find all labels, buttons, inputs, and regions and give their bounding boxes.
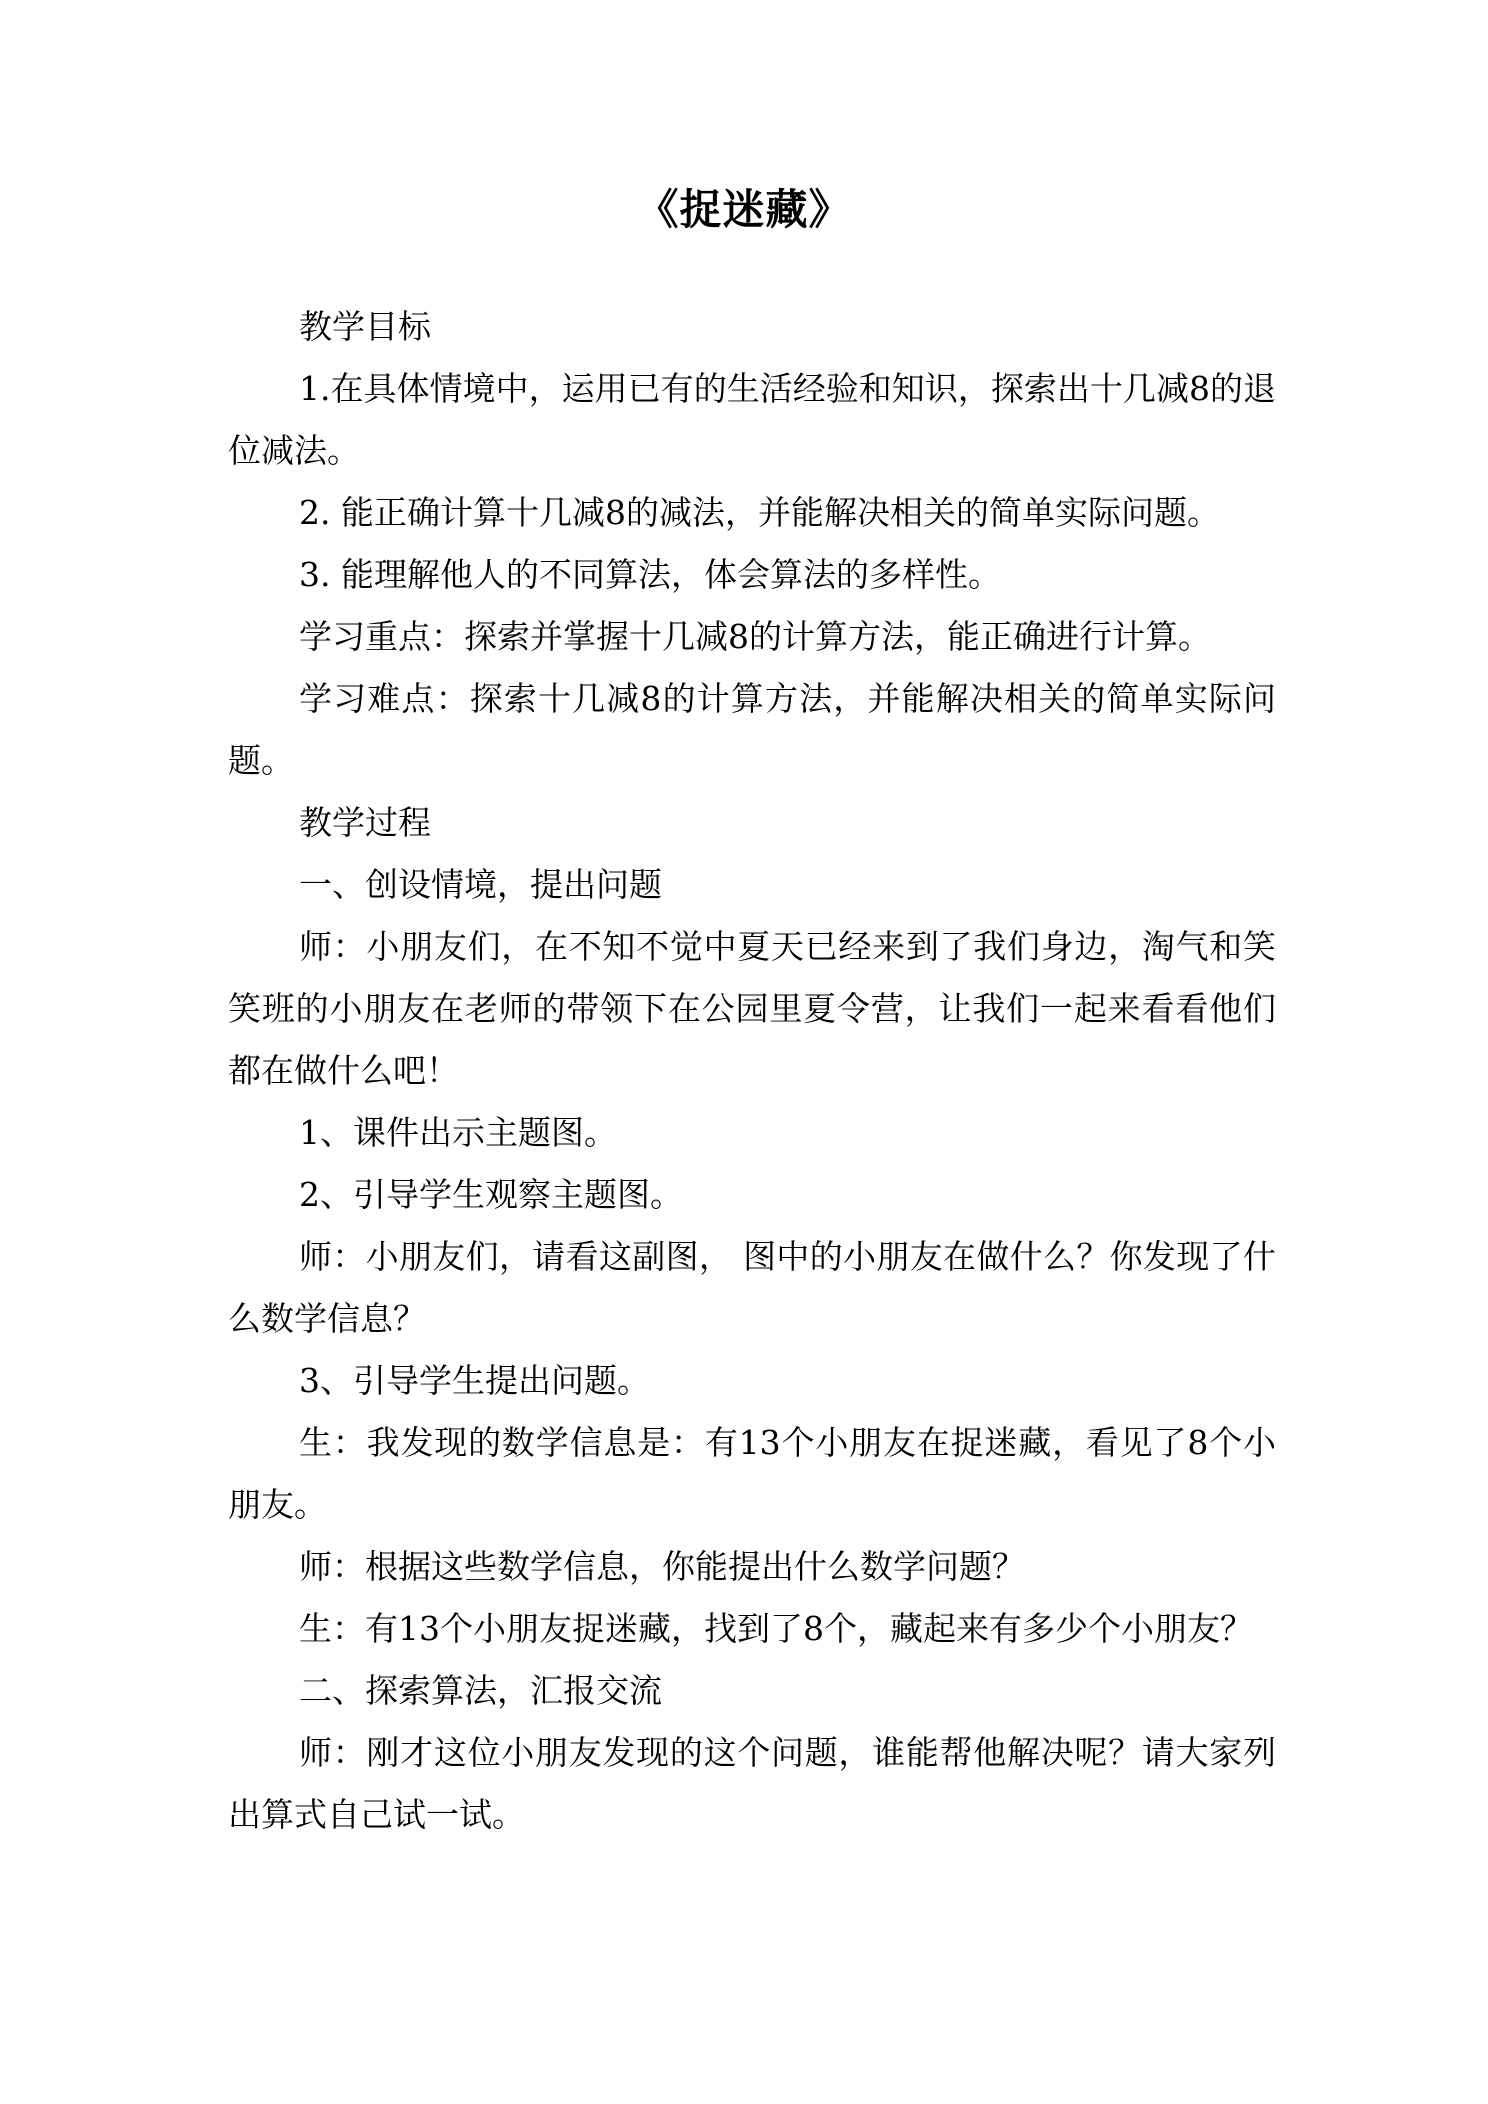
paragraph-student-answer-2: 生：有13个小朋友捉迷藏，找到了8个，藏起来有多少个小朋友？ [299, 1609, 1253, 1648]
paragraph-process-heading: 教学过程 [299, 803, 431, 842]
paragraph-teacher-question-1: 师：小朋友们，请看这副图， 图中的小朋友在做什么？你发现了什么数学信息？ [228, 1237, 1276, 1338]
paragraph-teacher-intro: 师：小朋友们，在不知不觉中夏天已经来到了我们身边，淘气和笑笑班的小朋友在老师的带领下在公园里夏令营，让我们一起来看看他们都在做什么吧！ [228, 927, 1276, 1090]
paragraph-step-1: 1、课件出示主题图。 [299, 1113, 617, 1152]
document-title: 《捉迷藏》 [636, 185, 852, 234]
document-body [228, 296, 1276, 1846]
paragraph-teaching-goals-heading: 教学目标 [299, 307, 431, 346]
paragraph-section-2-heading: 二、探索算法，汇报交流 [299, 1671, 662, 1710]
paragraph-goal-3: 3. 能理解他人的不同算法，体会算法的多样性。 [299, 555, 1001, 594]
paragraph-difficulties: 学习难点：探索十几减8的计算方法，并能解决相关的简单实际问题。 [228, 679, 1276, 780]
paragraph-teacher-question-2: 师：根据这些数学信息，你能提出什么数学问题？ [299, 1547, 1025, 1586]
paragraph-step-2: 2、引导学生观察主题图。 [299, 1175, 683, 1214]
paragraph-student-answer-1: 生：我发现的数学信息是：有13个小朋友在捉迷藏，看见了8个小朋友。 [228, 1423, 1276, 1524]
paragraph-teacher-prompt: 师：刚才这位小朋友发现的这个问题，谁能帮他解决呢？请大家列出算式自己试一试。 [228, 1733, 1276, 1834]
paragraph-step-3: 3、引导学生提出问题。 [299, 1361, 650, 1400]
paragraph-section-1-heading: 一、创设情境，提出问题 [299, 865, 662, 904]
paragraph-key-points: 学习重点：探索并掌握十几减8的计算方法，能正确进行计算。 [299, 617, 1211, 656]
paragraph-goal-1: 1.在具体情境中，运用已有的生活经验和知识，探索出十几减8的退位减法。 [228, 369, 1276, 470]
paragraph-goal-2: 2. 能正确计算十几减8的减法，并能解决相关的简单实际问题。 [299, 493, 1220, 532]
